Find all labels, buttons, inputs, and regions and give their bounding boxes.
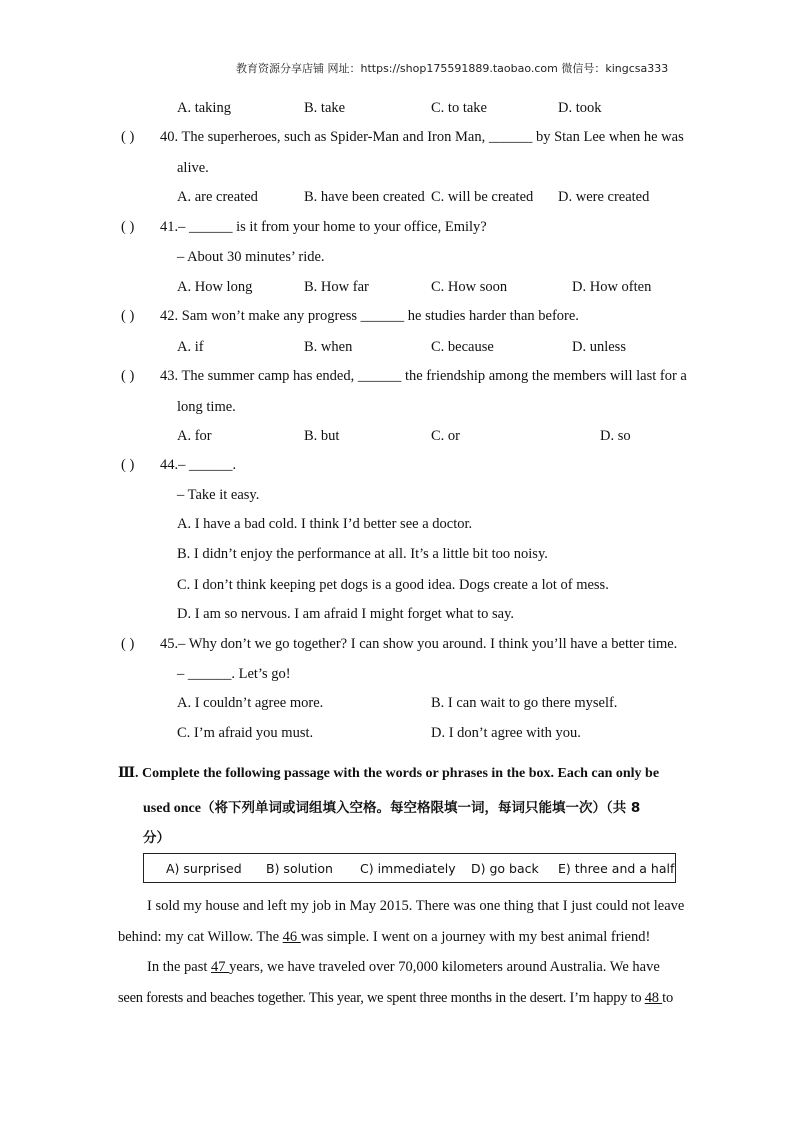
answer-paren: ( ) bbox=[121, 368, 135, 384]
option-a: A. are created bbox=[177, 189, 258, 205]
answer-paren: ( ) bbox=[121, 636, 135, 652]
option-d: D. took bbox=[558, 100, 602, 116]
option-a: A. I have a bad cold. I think I’d better see a doctor. bbox=[177, 516, 473, 532]
passage-line bbox=[147, 959, 660, 976]
word-box bbox=[143, 853, 676, 883]
option-c: C. How soon bbox=[431, 279, 508, 295]
question-41-reply: – About 30 minutes’ ride. bbox=[177, 249, 325, 265]
option-c: C. to take bbox=[431, 100, 487, 116]
passage-line: I sold my house and left my job in May 2015. There was one thing that I just could not leave bbox=[147, 898, 685, 914]
option-b: B. take bbox=[304, 100, 346, 116]
passage-line bbox=[118, 990, 673, 1007]
option-a: A. taking bbox=[177, 100, 231, 116]
option-c: C. or bbox=[431, 428, 460, 444]
question-45-text: 45.– Why don’t we go together? I can show you around. I think you’ll have a better time. bbox=[160, 636, 678, 652]
question-43-cont: long time. bbox=[177, 399, 236, 415]
answer-paren: ( ) bbox=[121, 129, 135, 145]
word-option-e: E) three and a half bbox=[558, 861, 675, 876]
question-42-text: 42. Sam won’t make any progress ______ he studies harder than before. bbox=[160, 308, 579, 324]
option-a: A. I couldn’t agree more. bbox=[177, 695, 324, 711]
option-a: A. for bbox=[177, 428, 212, 444]
answer-paren: ( ) bbox=[121, 457, 135, 473]
question-44-reply: – Take it easy. bbox=[177, 487, 260, 503]
question-44-text: 44.– ______. bbox=[160, 457, 237, 473]
passage-text: was simple. I went on a journey with my best animal friend! bbox=[300, 929, 651, 945]
page-header: 教育资源分享店铺 网址：https://shop175591889.taobao.com 微信号：kingcsa333 bbox=[236, 62, 669, 75]
option-b: B. have been created bbox=[304, 189, 425, 205]
option-d: D. I am so nervous. I am afraid I might forget what to say. bbox=[177, 606, 515, 622]
question-45-reply: – ______. Let’s go! bbox=[177, 666, 291, 682]
question-40-cont: alive. bbox=[177, 160, 209, 176]
blank-46: 46 bbox=[282, 929, 301, 945]
word-option-c: C) immediately bbox=[360, 861, 456, 876]
option-c: C. will be created bbox=[431, 189, 534, 205]
option-a: A. How long bbox=[177, 279, 253, 295]
option-d: D. How often bbox=[572, 279, 652, 295]
passage-text: years, we have traveled over 70,000 kilometers around Australia. We have bbox=[229, 959, 660, 975]
option-b: B. How far bbox=[304, 279, 369, 295]
instruction-en: used once bbox=[143, 801, 201, 816]
option-d: D. I don’t agree with you. bbox=[431, 725, 581, 741]
passage-text: seen forests and beaches together. This year, we spent three months in the desert. I’m happy to bbox=[118, 990, 645, 1006]
word-option-b: B) solution bbox=[266, 861, 333, 876]
word-option-d: D) go back bbox=[471, 861, 539, 876]
option-a: A. if bbox=[177, 339, 204, 355]
question-43-text: 43. The summer camp has ended, ______ the friendship among the members will last for a bbox=[160, 368, 687, 384]
answer-paren: ( ) bbox=[121, 219, 135, 235]
passage-text: to bbox=[662, 990, 673, 1006]
section-points: 分） bbox=[143, 830, 170, 846]
option-c: C. I don’t think keeping pet dogs is a good idea. Dogs create a lot of mess. bbox=[177, 577, 609, 593]
passage-text: In the past bbox=[147, 959, 212, 975]
section-instruction bbox=[143, 796, 640, 817]
option-d: D. unless bbox=[572, 339, 626, 355]
option-d: D. so bbox=[600, 428, 631, 444]
instruction-cn: （将下列单词或词组填入空格。每空格限填一词，每词只能填一次）（共 8 bbox=[200, 800, 641, 816]
option-b: B. I can wait to go there myself. bbox=[431, 695, 618, 711]
word-option-a: A) surprised bbox=[166, 861, 242, 876]
section-title: Ⅲ. Complete the following passage with the words or phrases in the box. Each can only be bbox=[118, 766, 660, 781]
blank-47: 47 bbox=[211, 959, 230, 975]
option-b: B. when bbox=[304, 339, 353, 355]
blank-48: 48 bbox=[644, 990, 663, 1006]
option-b: B. but bbox=[304, 428, 340, 444]
option-c: C. because bbox=[431, 339, 494, 355]
option-b: B. I didn’t enjoy the performance at all. It’s a little bit too noisy. bbox=[177, 546, 548, 562]
question-41-text: 41.– ______ is it from your home to your office, Emily? bbox=[160, 219, 487, 235]
question-40-text: 40. The superheroes, such as Spider-Man and Iron Man, ______ by Stan Lee when he was bbox=[160, 129, 684, 145]
answer-paren: ( ) bbox=[121, 308, 135, 324]
passage-line bbox=[118, 929, 650, 946]
passage-text: behind: my cat Willow. The bbox=[118, 929, 283, 945]
option-d: D. were created bbox=[558, 189, 650, 205]
option-c: C. I’m afraid you must. bbox=[177, 725, 314, 741]
